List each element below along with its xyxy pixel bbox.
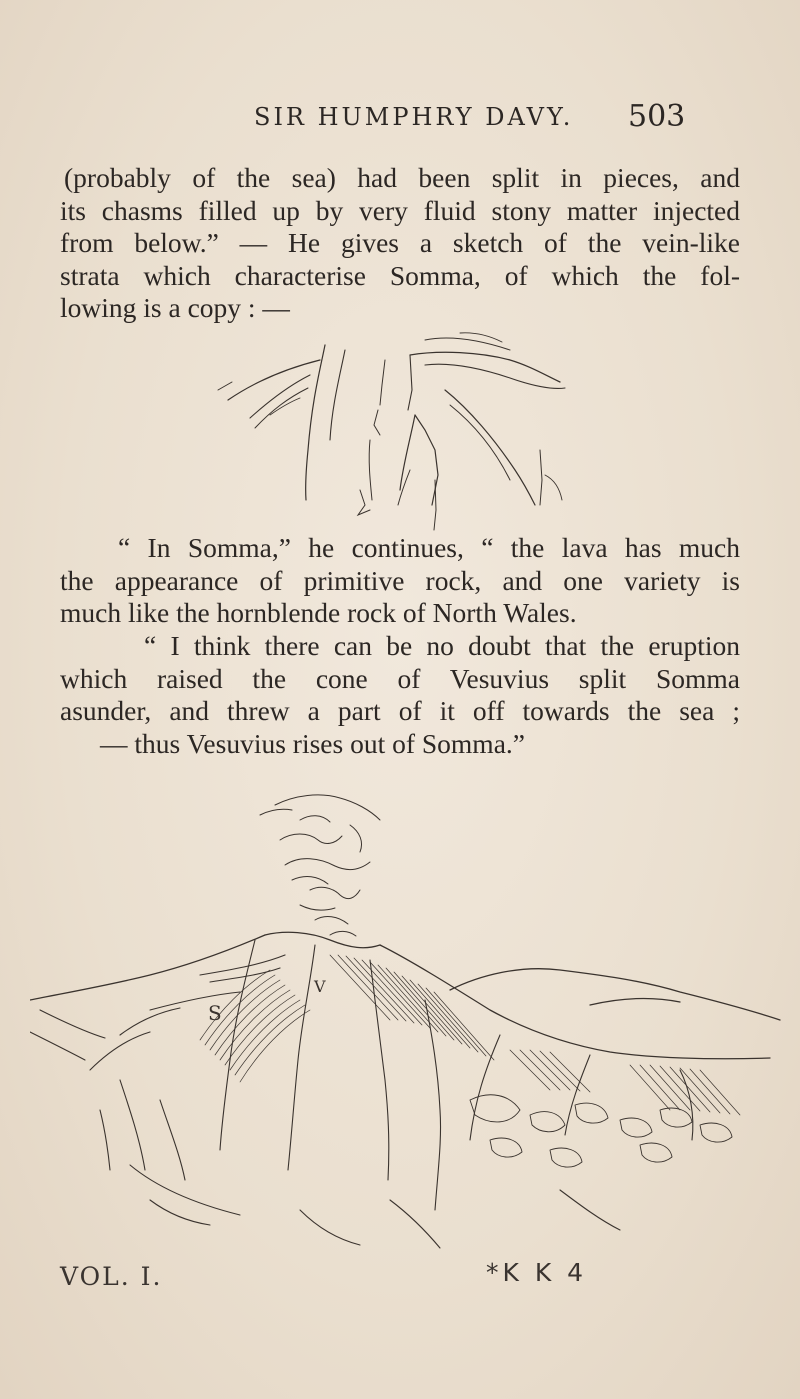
paragraph-3 <box>60 630 740 760</box>
smoke-plume <box>260 795 380 936</box>
signature-mark: *K K 4 <box>486 1258 588 1287</box>
text-line: strata which characterise Somma, of which the fol- <box>60 259 740 291</box>
strata-hatching-right <box>510 1050 740 1115</box>
text-line: from below.” — He gives a sketch of the vein-like <box>60 227 740 258</box>
text-line: “ I think there can be no doubt that the eruption <box>144 630 740 661</box>
strata-hatching-center <box>330 955 494 1060</box>
somma-vein-sketch <box>210 330 590 535</box>
vesuvius-somma-engraving <box>30 770 790 1260</box>
text-line: — thus Vesuvius rises out of Somma.” <box>100 727 525 759</box>
running-head-title: SIR HUMPHRY DAVY. <box>254 103 574 131</box>
strata-hatching-left <box>200 970 310 1082</box>
label-v: V <box>314 977 326 996</box>
text-line: which raised the cone of Vesuvius split Somma <box>60 662 740 694</box>
foreground-outline <box>30 1010 620 1248</box>
paragraph-1 <box>60 162 740 325</box>
label-s: S <box>208 1001 222 1025</box>
footer <box>0 1258 800 1302</box>
text-line: lowing is a copy : — <box>60 292 290 323</box>
text-line: its chasms filled up by very fluid stony matter injected <box>60 194 740 226</box>
running-head <box>0 99 800 143</box>
volume-signature: VOL. I. <box>60 1262 163 1291</box>
text-line: the appearance of primitive rock, and one variety is <box>60 564 740 596</box>
text-line: much like the hornblende rock of North Wales. <box>60 597 577 628</box>
paragraph-2 <box>60 532 740 630</box>
page-number: 503 <box>628 99 686 134</box>
text-line: asunder, and threw a part of it off towards the sea ; <box>60 695 740 726</box>
text-line: “ In Somma,” he continues, “ the lava has much <box>118 532 740 563</box>
text-line: (probably of the sea) had been split in pieces, and <box>64 162 740 193</box>
crater-rim <box>90 955 285 1070</box>
